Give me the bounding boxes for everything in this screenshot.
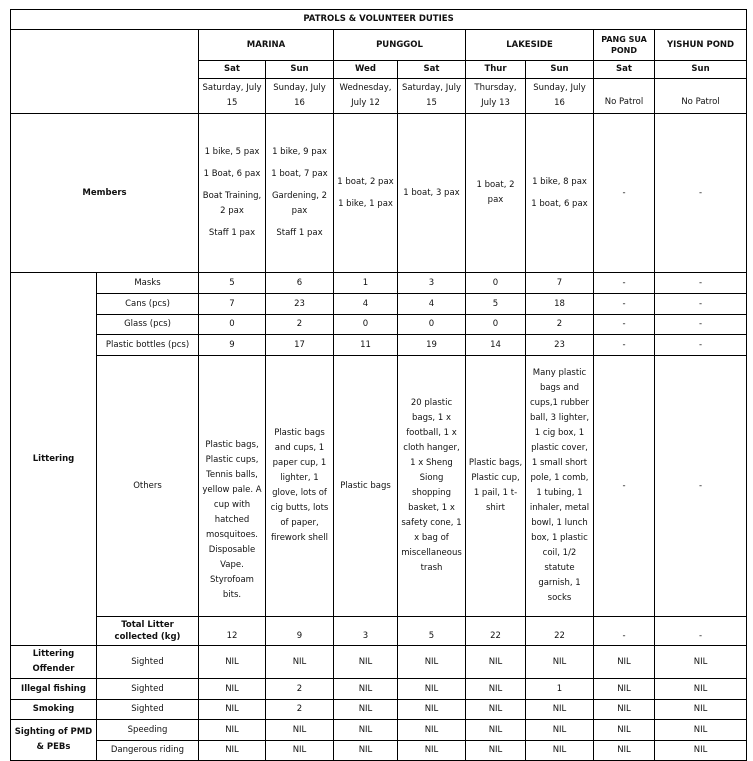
members-entry: Staff 1 pax [276, 228, 323, 238]
value-cell: 4 [398, 294, 466, 315]
value-cell: 0 [199, 315, 266, 335]
row-label-glass: Glass (pcs) [97, 315, 199, 335]
illegal-fishing-label: Illegal fishing [11, 679, 97, 700]
date-label: Sunday, July 16 [266, 79, 334, 114]
location-pang-sua: PANG SUA POND [594, 30, 655, 61]
value-cell: NIL [199, 720, 266, 741]
value-cell: 5 [398, 617, 466, 646]
value-cell: NIL [199, 679, 266, 700]
value-cell: NIL [266, 720, 334, 741]
value-cell: 19 [398, 335, 466, 356]
value-cell: 2 [526, 315, 594, 335]
value-cell: NIL [334, 646, 398, 679]
members-cell [266, 114, 334, 273]
members-label: Members [11, 114, 199, 273]
value-cell: 7 [199, 294, 266, 315]
value-cell: 5 [199, 273, 266, 294]
value-cell: NIL [655, 720, 747, 741]
smoking-label: Smoking [11, 700, 97, 720]
value-cell: NIL [594, 700, 655, 720]
value-cell: 0 [466, 273, 526, 294]
members-entry: 1 bike, 5 pax [204, 147, 260, 157]
members-cell: - [594, 114, 655, 273]
day-label: Thur [466, 61, 526, 79]
value-cell: NIL [466, 700, 526, 720]
others-cell: Plastic bags [334, 356, 398, 617]
date-label: Saturday, July 15 [398, 79, 466, 114]
members-entry: 1 boat, 2 pax [476, 180, 515, 205]
members-entry: Staff 1 pax [208, 228, 256, 238]
value-cell: NIL [199, 700, 266, 720]
location-lakeside: LAKESIDE [466, 30, 594, 61]
value-cell: 11 [334, 335, 398, 356]
value-cell: NIL [266, 646, 334, 679]
value-cell: NIL [594, 741, 655, 761]
value-cell: NIL [526, 700, 594, 720]
value-cell: NIL [655, 679, 747, 700]
date-label: Saturday, July 15 [199, 79, 266, 114]
day-label: Sun [266, 61, 334, 79]
value-cell: 17 [266, 335, 334, 356]
value-cell: 2 [266, 700, 334, 720]
value-cell: - [655, 617, 747, 646]
value-cell: 2 [266, 679, 334, 700]
day-label: Sat [398, 61, 466, 79]
value-cell: 9 [199, 335, 266, 356]
value-cell: NIL [466, 646, 526, 679]
offender-label: Littering Offender [11, 646, 97, 679]
others-cell: Plastic bags and cups, 1 paper cup, 1 lighter, 1 glove, lots of cig butts, lots of paper, firework shell [266, 356, 334, 617]
members-entry: Gardening, 2 pax [271, 191, 328, 216]
value-cell: - [594, 294, 655, 315]
value-cell: 18 [526, 294, 594, 315]
value-cell: 7 [526, 273, 594, 294]
date-label: Sunday, July 16 [526, 79, 594, 114]
members-entry: 1 boat, 7 pax [271, 169, 328, 179]
value-cell: NIL [199, 646, 266, 679]
value-cell: NIL [526, 646, 594, 679]
day-label: Sun [526, 61, 594, 79]
value-cell: NIL [334, 679, 398, 700]
value-cell: NIL [526, 741, 594, 761]
value-cell: 12 [199, 617, 266, 646]
row-label-sighted: Sighted [97, 679, 199, 700]
row-label-masks: Masks [97, 273, 199, 294]
day-label: Wed [334, 61, 398, 79]
day-label: Sun [655, 61, 747, 79]
row-label-total-litter: Total Litter collected (kg) [97, 617, 199, 646]
row-label-dangerous-riding: Dangerous riding [97, 741, 199, 761]
others-cell: Plastic bags, Plastic cup, 1 pail, 1 t-shirt [466, 356, 526, 617]
value-cell: 3 [398, 273, 466, 294]
row-label-sighted: Sighted [97, 700, 199, 720]
value-cell: 22 [466, 617, 526, 646]
value-cell: 23 [266, 294, 334, 315]
others-cell: - [655, 356, 747, 617]
value-cell: NIL [398, 741, 466, 761]
value-cell: NIL [334, 741, 398, 761]
value-cell: NIL [594, 679, 655, 700]
pmd-sighting-label: Sighting of PMD & PEBs [11, 720, 97, 761]
patrol-duties-table [10, 9, 747, 761]
row-label-others: Others [97, 356, 199, 617]
members-entry: 1 boat, 3 pax [403, 187, 460, 198]
value-cell: 0 [398, 315, 466, 335]
value-cell: NIL [594, 720, 655, 741]
value-cell: NIL [655, 700, 747, 720]
value-cell: 9 [266, 617, 334, 646]
members-entry: 1 boat, 2 pax [337, 176, 394, 187]
row-label-cans: Cans (pcs) [97, 294, 199, 315]
members-entry: 1 Boat, 6 pax [203, 169, 261, 179]
value-cell: NIL [398, 700, 466, 720]
members-cell [466, 114, 526, 273]
date-label: No Patrol [655, 79, 747, 114]
others-cell: 20 plastic bags, 1 x football, 1 x cloth hanger, 1 x Sheng Siong shopping basket, 1 x safety cone, 1 x bag of miscellaneous trash [398, 356, 466, 617]
value-cell: NIL [466, 679, 526, 700]
value-cell: 1 [526, 679, 594, 700]
value-cell: - [594, 617, 655, 646]
others-cell: Plastic bags, Plastic cups, Tennis balls, yellow pale. A cup with hatched mosquitoes. Disposable Vape. Styrofoam bits. [199, 356, 266, 617]
members-entry: 1 bike, 1 pax [338, 198, 393, 209]
value-cell: 23 [526, 335, 594, 356]
others-cell: - [594, 356, 655, 617]
date-label: No Patrol [594, 79, 655, 114]
value-cell: - [655, 335, 747, 356]
value-cell: NIL [334, 720, 398, 741]
members-entry: 1 bike, 8 pax [532, 176, 587, 187]
value-cell: NIL [526, 720, 594, 741]
value-cell: 2 [266, 315, 334, 335]
members-entry: 1 boat, 6 pax [531, 198, 588, 209]
row-label-sighted: Sighted [97, 646, 199, 679]
value-cell: NIL [466, 741, 526, 761]
header-blank [11, 30, 199, 114]
members-entry: 1 bike, 9 pax [272, 147, 327, 157]
value-cell: NIL [655, 646, 747, 679]
date-label: Thursday, July 13 [466, 79, 526, 114]
members-cell [526, 114, 594, 273]
value-cell: 0 [466, 315, 526, 335]
location-yishun: YISHUN POND [655, 30, 747, 61]
day-label: Sat [199, 61, 266, 79]
value-cell: NIL [398, 679, 466, 700]
value-cell: NIL [466, 720, 526, 741]
members-cell [199, 114, 266, 273]
littering-label: Littering [11, 273, 97, 646]
row-label-speeding: Speeding [97, 720, 199, 741]
value-cell: - [655, 294, 747, 315]
location-punggol: PUNGGOL [334, 30, 466, 61]
location-marina: MARINA [199, 30, 334, 61]
value-cell: NIL [266, 741, 334, 761]
value-cell: 5 [466, 294, 526, 315]
day-label: Sat [594, 61, 655, 79]
row-label-plastic-bottles: Plastic bottles (pcs) [97, 335, 199, 356]
others-cell: Many plastic bags and cups,1 rubber ball, 3 lighter, 1 cig box, 1 plastic cover, 1 small short pole, 1 comb, 1 tubing, 1 inhaler, metal bowl, 1 lunch box, 1 plastic coil, 1/2 statute garnish, 1 socks [526, 356, 594, 617]
date-label: Wednesday, July 12 [334, 79, 398, 114]
table-title: PATROLS & VOLUNTEER DUTIES [11, 10, 747, 30]
value-cell: 0 [334, 315, 398, 335]
value-cell: NIL [334, 700, 398, 720]
members-cell [334, 114, 398, 273]
value-cell: NIL [398, 646, 466, 679]
value-cell: NIL [199, 741, 266, 761]
members-entry: Boat Training, 2 pax [202, 191, 262, 216]
members-cell [398, 114, 466, 273]
value-cell: 1 [334, 273, 398, 294]
value-cell: - [594, 273, 655, 294]
members-cell: - [655, 114, 747, 273]
value-cell: 22 [526, 617, 594, 646]
value-cell: NIL [655, 741, 747, 761]
value-cell: - [655, 315, 747, 335]
value-cell: 14 [466, 335, 526, 356]
value-cell: 3 [334, 617, 398, 646]
value-cell: 6 [266, 273, 334, 294]
value-cell: - [594, 315, 655, 335]
value-cell: - [655, 273, 747, 294]
value-cell: NIL [594, 646, 655, 679]
value-cell: - [594, 335, 655, 356]
value-cell: NIL [398, 720, 466, 741]
value-cell: 4 [334, 294, 398, 315]
